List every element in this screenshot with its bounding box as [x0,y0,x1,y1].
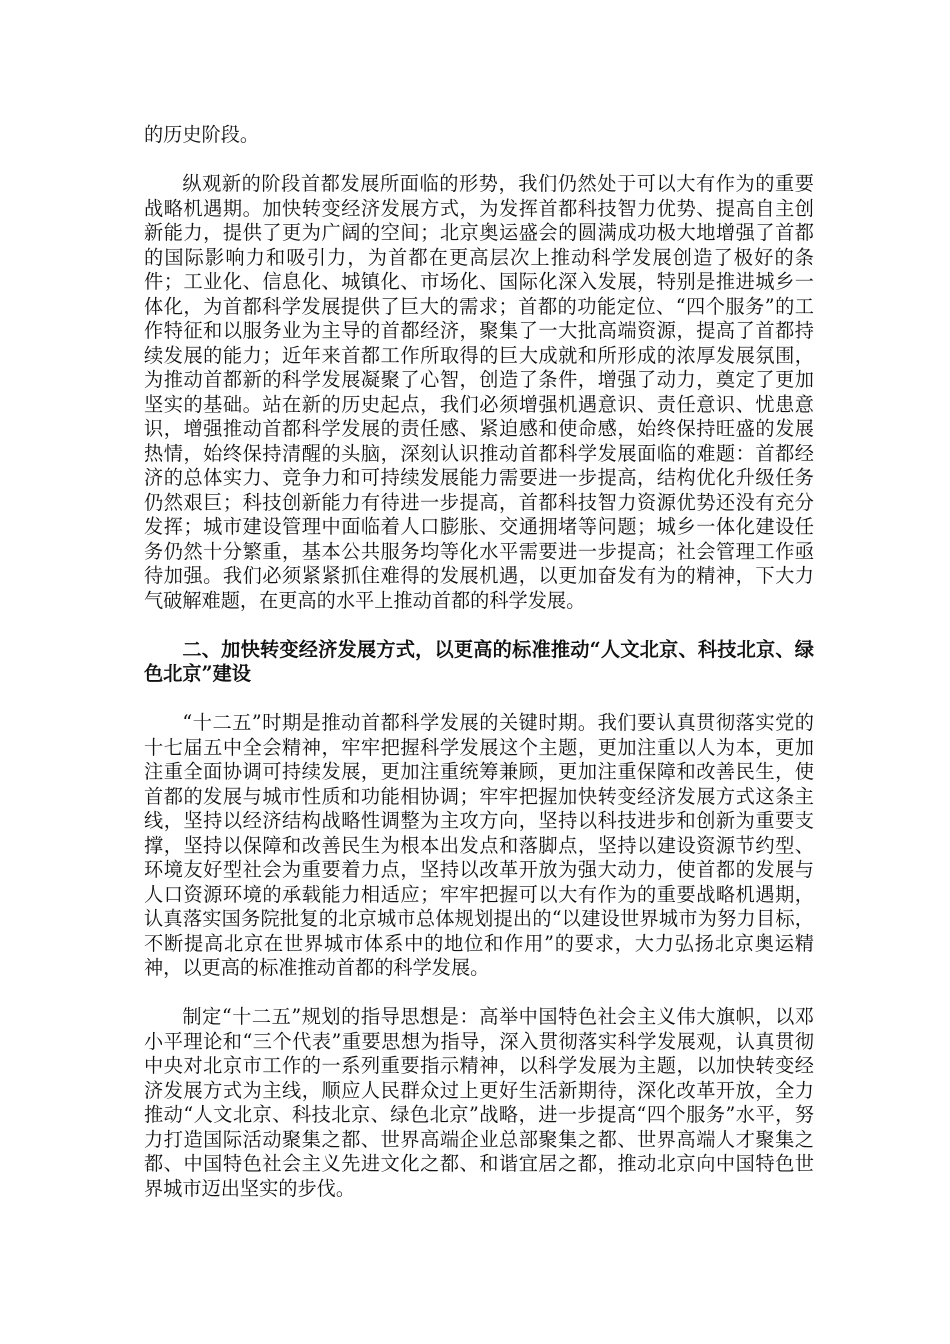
paragraph-situation-analysis: 纵观新的阶段首都发展所面临的形势，我们仍然处于可以大有作为的重要战略机遇期。加快转变经济发展方式，为发挥首都科技智力优势、提高自主创新能力，提供了更为广阔的空间；北京奥运盛会的圆满成功极大地增强了首都的国际影响力和吸引力，为首都在更高层次上推动科学发展创造了极好的条件；工业化、信息化、城镇化、市场化、国际化深入发展，特别是推进城乡一体化，为首都科学发展提供了巨大的需求；首都的功能定位、“四个服务”的工作特征和以服务业为主导的首都经济，聚集了一大批高端资源，提高了首都持续发展的能力；近年来首都工作所取得的巨大成就和所形成的浓厚发展氛围，为推动首都新的科学发展凝聚了心智，创造了条件，增强了动力，奠定了更加坚实的基础。站在新的历史起点，我们必须增强机遇意识、责任意识、忧患意识，增强推动首都科学发展的责任感、紧迫感和使命感，始终保持旺盛的发展热情，始终保持清醒的头脑，深刻认识推动首都科学发展面临的难题：首都经济的总体实力、竞争力和可持续发展能力需要进一步提高，结构优化升级任务仍然艰巨；科技创新能力有待进一步提高，首都科技智力资源优势还没有充分发挥；城市建设管理中面临着人口膨胀、交通拥堵等问题；城乡一体化建设任务仍然十分繁重，基本公共服务均等化水平需要进一步提高；社会管理工作亟待加强。我们必须紧紧抓住难得的发展机遇，以更加奋发有为的精神，下大力气破解难题，在更高的水平上推动首都的科学发展。 [144,172,814,612]
document-body [144,123,814,1226]
paragraph-continuation: 的历史阶段。 [144,123,260,146]
section-heading-2: 二、加快转变经济发展方式，以更高的标准推动“人文北京、科技北京、绿色北京”建设 [144,637,814,685]
paragraph-guiding-ideology: 制定“十二五”规划的指导思想是：高举中国特色社会主义伟大旗帜，以邓小平理论和“三个代表”重要思想为指导，深入贯彻落实科学发展观，认真贯彻中央对北京市工作的一系列重要指示精神，以科学发展为主题，以加快转变经济发展方式为主线，顺应人民群众过上更好生活新期待，深化改革开放，全力推动“人文北京、科技北京、绿色北京”战略，进一步提高“四个服务”水平，努力打造国际活动聚集之都、世界高端企业总部聚集之都、世界高端人才聚集之都、中国特色社会主义先进文化之都、和谐宜居之都，推动北京向中国特色世界城市迈出坚实的步伐。 [144,1005,814,1200]
paragraph-key-period: “十二五”时期是推动首都科学发展的关键时期。我们要认真贯彻落实党的十七届五中全会精神，牢牢把握科学发展这个主题，更加注重以人为本，更加注重全面协调可持续发展，更加注重统筹兼顾，更加注重保障和改善民生，使首都的发展与城市性质和功能相协调；牢牢把握加快转变经济发展方式这条主线，坚持以经济结构战略性调整为主攻方向，坚持以科技进步和创新为重要支撑，坚持以保障和改善民生为根本出发点和落脚点，坚持以建设资源节约型、环境友好型社会为重要着力点，坚持以改革开放为强大动力，使首都的发展与人口资源环境的承载能力相适应；牢牢把握可以大有作为的重要战略机遇期，认真落实国务院批复的北京城市总体规划提出的“以建设世界城市为努力目标，不断提高北京在世界城市体系中的地位和作用”的要求，大力弘扬北京奥运精神，以更高的标准推动首都的科学发展。 [144,711,814,979]
